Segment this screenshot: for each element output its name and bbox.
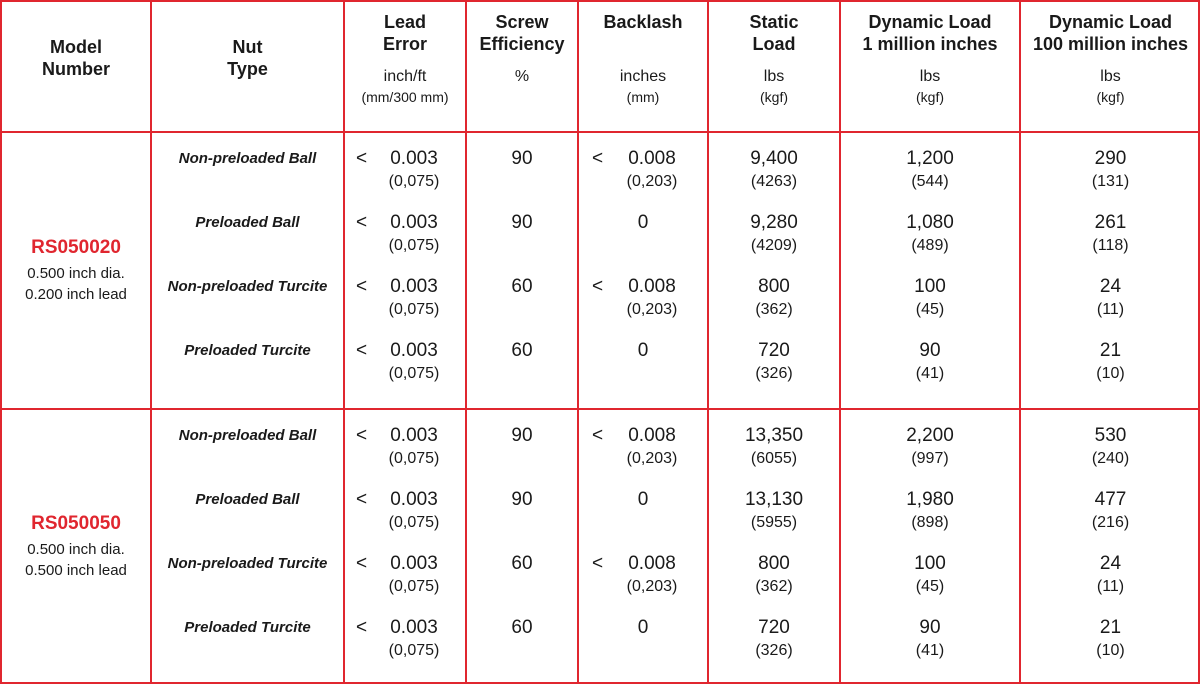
backlash-header-title-line: Backlash (603, 12, 683, 32)
lead-error-value: 0.003 (390, 425, 438, 446)
screw-efficiency-value: 60 (511, 276, 533, 297)
lead-error-value: 0.003 (390, 340, 438, 361)
lead-error-metric: (0,075) (388, 514, 440, 531)
nut-type: Preloaded Turcite (184, 619, 311, 636)
nut-type: Preloaded Ball (195, 214, 300, 231)
dynamic-load-100m-kgf: (11) (1096, 301, 1125, 318)
less-than-symbol: < (356, 617, 368, 638)
static-load-kgf: (6055) (750, 450, 798, 467)
model-number-header-title-line: Number (41, 59, 110, 79)
dynamic-load-1m-header-unit: lbs (919, 68, 941, 85)
lead-error-value: 0.003 (390, 553, 438, 574)
lead-error-metric: (0,075) (388, 578, 440, 595)
dynamic-load-1m-kgf: (544) (911, 173, 949, 190)
dynamic-load-1m-value: 1,200 (906, 148, 954, 169)
dynamic-load-100m-value: 477 (1094, 489, 1127, 510)
static-load-header-title-line: Static (749, 12, 799, 32)
less-than-symbol: < (356, 340, 368, 361)
dynamic-load-100m-value: 21 (1099, 617, 1122, 638)
screw-efficiency-value: 90 (511, 489, 533, 510)
screw-efficiency-value: 60 (511, 617, 533, 638)
less-than-symbol: < (592, 553, 604, 574)
nut-type: Non-preloaded Turcite (167, 555, 328, 572)
static-load-kgf: (362) (755, 578, 793, 595)
nut-type-header-title-line: Type (227, 59, 268, 79)
backlash-value: 0.008 (628, 148, 676, 169)
static-load-header-title-line: Load (752, 34, 796, 54)
dynamic-load-100m-value: 21 (1099, 340, 1122, 361)
dynamic-load-1m-header-title-line: Dynamic Load (868, 12, 992, 32)
screw-efficiency-value: 60 (511, 340, 533, 361)
nut-type: Non-preloaded Turcite (167, 278, 328, 295)
lead-error-header-unit: inch/ft (383, 68, 427, 85)
model-description-line: 0.200 inch lead (25, 285, 127, 303)
nut-type: Non-preloaded Ball (178, 150, 317, 167)
dynamic-load-100m-value: 261 (1094, 212, 1127, 233)
static-load-value: 13,350 (744, 425, 804, 446)
dynamic-load-1m-value: 90 (919, 340, 941, 361)
dynamic-load-1m-value: 2,200 (906, 425, 954, 446)
dynamic-load-1m-value: 90 (919, 617, 941, 638)
static-load-kgf: (326) (755, 642, 793, 659)
model-description-line: 0.500 inch dia. (27, 541, 125, 558)
dynamic-load-100m-kgf: (10) (1096, 642, 1125, 659)
lead-error-header-title-line: Error (382, 34, 427, 54)
lead-error-header-title-line: Lead (383, 12, 426, 32)
static-load-value: 13,130 (744, 489, 804, 510)
nut-type: Preloaded Turcite (184, 342, 311, 359)
screw-efficiency-value: 90 (511, 212, 533, 233)
backlash-value: 0 (637, 340, 649, 361)
dynamic-load-1m-kgf: (45) (915, 578, 945, 595)
screw-efficiency-value: 90 (511, 425, 533, 446)
model-number: RS050050 (31, 513, 121, 534)
static-load-kgf: (362) (755, 301, 793, 318)
lead-error-value: 0.003 (390, 212, 438, 233)
static-load-kgf: (326) (755, 365, 793, 382)
static-load-header-sub-unit: (kgf) (760, 89, 788, 105)
lead-error-metric: (0,075) (388, 365, 440, 382)
nut-type: Preloaded Ball (195, 491, 300, 508)
dynamic-load-100m-kgf: (216) (1091, 514, 1130, 531)
dynamic-load-1m-header-sub-unit: (kgf) (916, 89, 944, 105)
dynamic-load-100m-kgf: (10) (1096, 365, 1125, 382)
static-load-kgf: (4263) (750, 173, 798, 190)
backlash-metric: (0,203) (626, 578, 678, 595)
nut-type-header-title-line: Nut (232, 37, 263, 57)
dynamic-load-100m-value: 24 (1099, 276, 1122, 297)
static-load-kgf: (5955) (750, 514, 798, 531)
backlash-value: 0 (637, 617, 649, 638)
dynamic-load-1m-kgf: (898) (911, 514, 949, 531)
less-than-symbol: < (356, 553, 368, 574)
screw-efficiency-header-unit: % (514, 68, 530, 85)
static-load-value: 720 (758, 340, 790, 361)
static-load-value: 9,280 (750, 212, 798, 233)
backlash-value: 0 (637, 489, 649, 510)
model-description-line: 0.500 inch lead (25, 562, 127, 579)
static-load-header-unit: lbs (763, 68, 785, 85)
dynamic-load-1m-header-title-line: 1 million inches (862, 34, 998, 54)
dynamic-load-1m-value: 1,980 (906, 489, 954, 510)
static-load-value: 9,400 (750, 148, 798, 169)
dynamic-load-1m-kgf: (45) (915, 301, 945, 318)
dynamic-load-100m-kgf: (240) (1091, 450, 1130, 467)
dynamic-load-1m-kgf: (41) (915, 642, 945, 659)
static-load-kgf: (4209) (750, 237, 798, 254)
dynamic-load-1m-kgf: (997) (911, 450, 949, 467)
grid-hline (0, 131, 1200, 133)
dynamic-load-1m-value: 1,080 (906, 212, 954, 233)
static-load-value: 720 (758, 617, 790, 638)
lead-error-value: 0.003 (390, 148, 438, 169)
dynamic-load-1m-value: 100 (914, 276, 946, 297)
less-than-symbol: < (356, 489, 368, 510)
dynamic-load-1m-value: 100 (914, 553, 946, 574)
lead-error-metric: (0,075) (388, 301, 440, 318)
backlash-value: 0.008 (628, 425, 676, 446)
screw-efficiency-header-title-line: Screw (495, 12, 549, 32)
screw-efficiency-value: 60 (511, 553, 533, 574)
dynamic-load-100m-header-unit: lbs (1100, 68, 1121, 85)
backlash-metric: (0,203) (626, 301, 678, 318)
lead-error-metric: (0,075) (388, 642, 440, 659)
dynamic-load-100m-header-sub-unit: (kgf) (1096, 89, 1125, 105)
dynamic-load-100m-value: 24 (1099, 553, 1122, 574)
model-number-header-title-line: Model (50, 37, 102, 57)
less-than-symbol: < (356, 148, 368, 169)
dynamic-load-100m-header-title-line: Dynamic Load (1048, 12, 1173, 32)
dynamic-load-100m-kgf: (11) (1096, 578, 1125, 595)
dynamic-load-100m-value: 530 (1094, 425, 1127, 446)
backlash-value: 0.008 (628, 276, 676, 297)
backlash-value: 0 (637, 212, 649, 233)
less-than-symbol: < (356, 276, 368, 297)
backlash-header-sub-unit: (mm) (626, 89, 660, 105)
nut-type: Non-preloaded Ball (178, 427, 317, 444)
dynamic-load-100m-header-title-line: 100 million inches (1032, 34, 1189, 54)
dynamic-load-100m-kgf: (118) (1092, 237, 1129, 254)
static-load-value: 800 (758, 276, 790, 297)
backlash-metric: (0,203) (626, 173, 678, 190)
dynamic-load-100m-kgf: (131) (1091, 173, 1130, 190)
static-load-value: 800 (758, 553, 790, 574)
lead-error-metric: (0,075) (388, 450, 440, 467)
less-than-symbol: < (592, 425, 604, 446)
lead-error-metric: (0,075) (388, 237, 440, 254)
backlash-value: 0.008 (628, 553, 676, 574)
dynamic-load-100m-value: 290 (1094, 148, 1127, 169)
lead-error-value: 0.003 (390, 276, 438, 297)
less-than-symbol: < (356, 425, 368, 446)
model-description-line: 0.500 inch dia. (27, 264, 125, 282)
backlash-metric: (0,203) (626, 450, 678, 467)
less-than-symbol: < (592, 276, 604, 297)
dynamic-load-1m-kgf: (489) (911, 237, 949, 254)
screw-efficiency-value: 90 (511, 148, 533, 169)
screw-efficiency-header-title-line: Efficiency (479, 34, 565, 54)
lead-error-header-sub-unit: (mm/300 mm) (361, 89, 449, 105)
lead-error-value: 0.003 (390, 489, 438, 510)
grid-hline (0, 408, 1200, 410)
dynamic-load-1m-kgf: (41) (915, 365, 945, 382)
lead-error-value: 0.003 (390, 617, 438, 638)
backlash-header-unit: inches (619, 68, 667, 85)
lead-error-metric: (0,075) (388, 173, 440, 190)
less-than-symbol: < (592, 148, 604, 169)
model-number: RS050020 (31, 236, 121, 258)
less-than-symbol: < (356, 212, 368, 233)
